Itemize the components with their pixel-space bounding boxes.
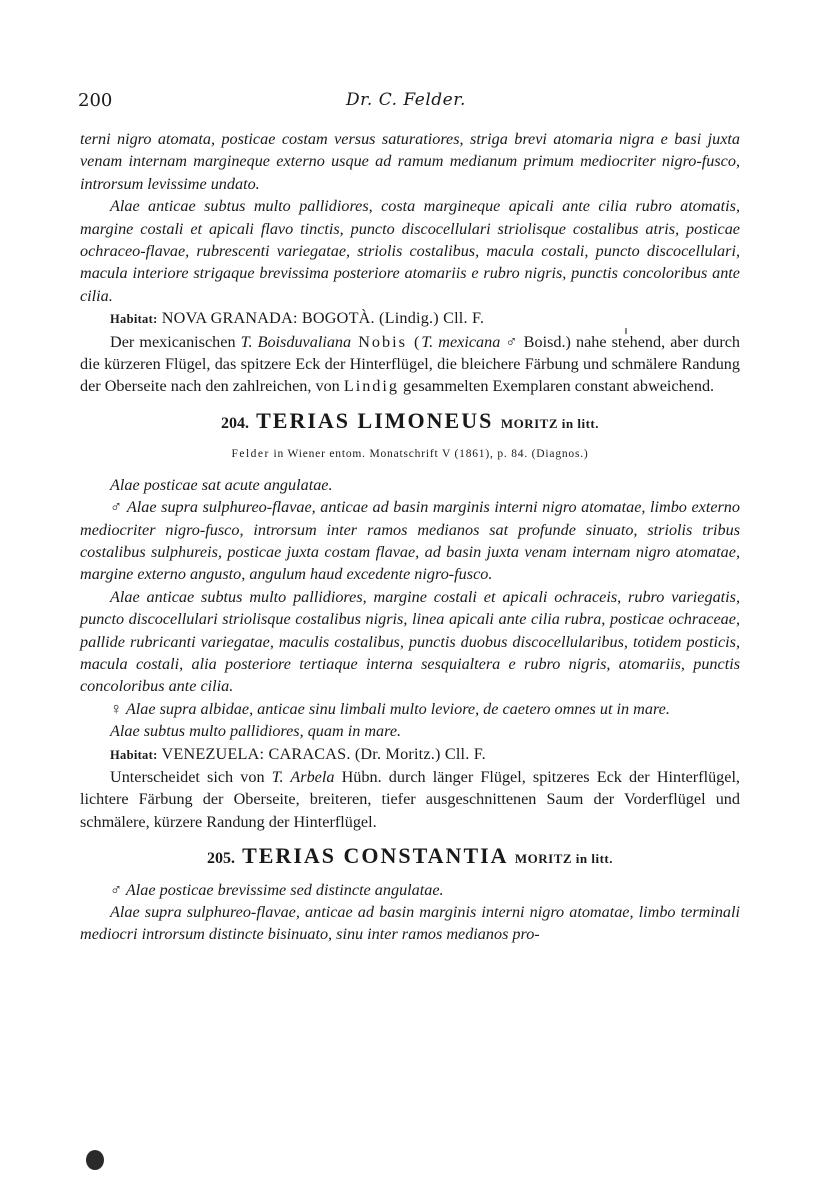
paragraph-german-1 xyxy=(80,331,740,398)
species-name: T. mexicana xyxy=(421,332,501,351)
paragraph-upperside: Alae supra sulphureo-flavae, anticae ad basin marginis interni nigro atomatae, limbo terminali mediocri introrsum distincte bisinuato, sinu inter ramos medianos pro- xyxy=(80,903,740,944)
text-run: ♂ Boisd.) nahe stehend, aber durch die kürzeren Flügel, das spitzere Eck der Hinterflügel, die bleichere Färbung und schmälere Randung der Oberseite nach den zahlreichen, von xyxy=(80,332,741,396)
species-author: MORITZ in litt. xyxy=(500,415,599,431)
paragraph-continuation: terni nigro atomata, posticae costam versus saturatiores, striga brevi atomaria nigra e basi juxta venam internam margineque externo usque ad ramum medianum primum mediocriter nigro-fusco, introrsum levissime undato. xyxy=(80,130,740,193)
paragraph-female-upperside: ♀ Alae supra albidae, anticae sinu limbali multo leviore, de caetero omnes ut in mare. xyxy=(110,699,670,718)
paragraph-female-underside: Alae subtus multo pallidiores, quam in mare. xyxy=(110,722,402,741)
paragraph-male-underside: Alae anticae subtus multo pallidiores, margine costali et apicali ochraceis, rubro variegatis, puncto discocellulari striolisque costalibus nigris, linea apicali ante cilia rubra, posticae ochraceae, pallide rubricanti variegatae, maculis costalibus, punctis duobus discocellularibus, totidem posticis, macula costali, alia posteriore tertiaque interna sesquialtera e rubro nigris, atomariis, punctis concoloribus ante cilia. xyxy=(80,587,740,696)
species-heading-205 xyxy=(80,845,740,870)
species-title: TERIAS LIMONEUS xyxy=(256,407,494,433)
paragraph-diagnosis: Alae posticae sat acute angulatae. xyxy=(110,475,333,494)
bibliographic-reference xyxy=(80,443,740,465)
habitat-label: Habitat: xyxy=(110,312,158,327)
text-run: Der mexicanischen xyxy=(110,332,241,351)
text-run: Unterscheidet sich von xyxy=(110,767,272,786)
author-name: Nobis ( xyxy=(351,332,422,351)
paragraph-underside: Alae anticae subtus multo pallidiores, costa margineque apicali ante cilia rubro atomatis, margine costali et apicali flavo tinctis, puncto discocellulari striolisque costalibus atris, posticae ochraceo-flavae, rubrescenti variegatae, striolis costalibus, macula costali, puncto discocellulari, macula interiore strigaque brevissima posteriore atomariis e rubro nigris, punctis concoloribus ante cilia. xyxy=(80,197,740,305)
species-title: TERIAS CONSTANTIA xyxy=(242,843,508,869)
paragraph-male-upperside: ♂ Alae supra sulphureo-flavae, anticae ad basin marginis interni nigro atomatae, limbo externo mediocriter nigro-fusco, introrsum inter ramos medianos sat profunde sinuato, striolis tribus costalibus sulphureis, posticae juxta costam flavae, ad basin juxta venam internam nigro atomatae, margine externo angusto, angulum haud excedente nigro-fusco. xyxy=(80,498,740,584)
page-header xyxy=(78,90,758,118)
ref-author: Felder xyxy=(231,448,270,461)
species-number: 204. xyxy=(221,414,249,432)
page-body xyxy=(80,128,740,946)
habitat-text: VENEZUELA: CARACAS. (Dr. Moritz.) Cll. F. xyxy=(161,744,486,763)
running-title: Dr. C. Felder. xyxy=(346,90,466,110)
species-heading-204 xyxy=(80,407,740,435)
ref-text: in Wiener entom. Monatschrift V (1861), p. 84. (Diagnos.) xyxy=(269,448,589,461)
ink-speck xyxy=(86,1150,104,1170)
paragraph-german-2 xyxy=(80,766,740,833)
species-number: 205. xyxy=(206,850,235,868)
habitat-line-1 xyxy=(80,307,740,330)
species-name: T. Boisduvaliana xyxy=(240,332,352,351)
author-name: Lindig xyxy=(343,377,399,396)
species-author: MORITZ in litt. xyxy=(514,851,614,867)
page-number: 200 xyxy=(78,90,113,111)
habitat-text: NOVA GRANADA: BOGOTÀ. (Lindig.) Cll. F. xyxy=(161,309,485,328)
habitat-line-2 xyxy=(80,743,740,766)
text-run: gesammelten Exemplaren constant abweichend. xyxy=(399,377,715,396)
text-run: Hübn. durch länger Flügel, spitzeres Eck der Hinterflügel, lichtere Färbung der Oberseite, breiteren, tiefer ausgeschnittenen Saum der Vorderflügel und schmälere, kürzere Randung der Hinterflügel. xyxy=(80,767,740,831)
species-name: T. Arbela xyxy=(271,767,335,786)
paragraph-diagnosis: ♂ Alae posticae brevissime sed distincte angulatae. xyxy=(110,880,444,899)
habitat-label: Habitat: xyxy=(110,747,158,762)
